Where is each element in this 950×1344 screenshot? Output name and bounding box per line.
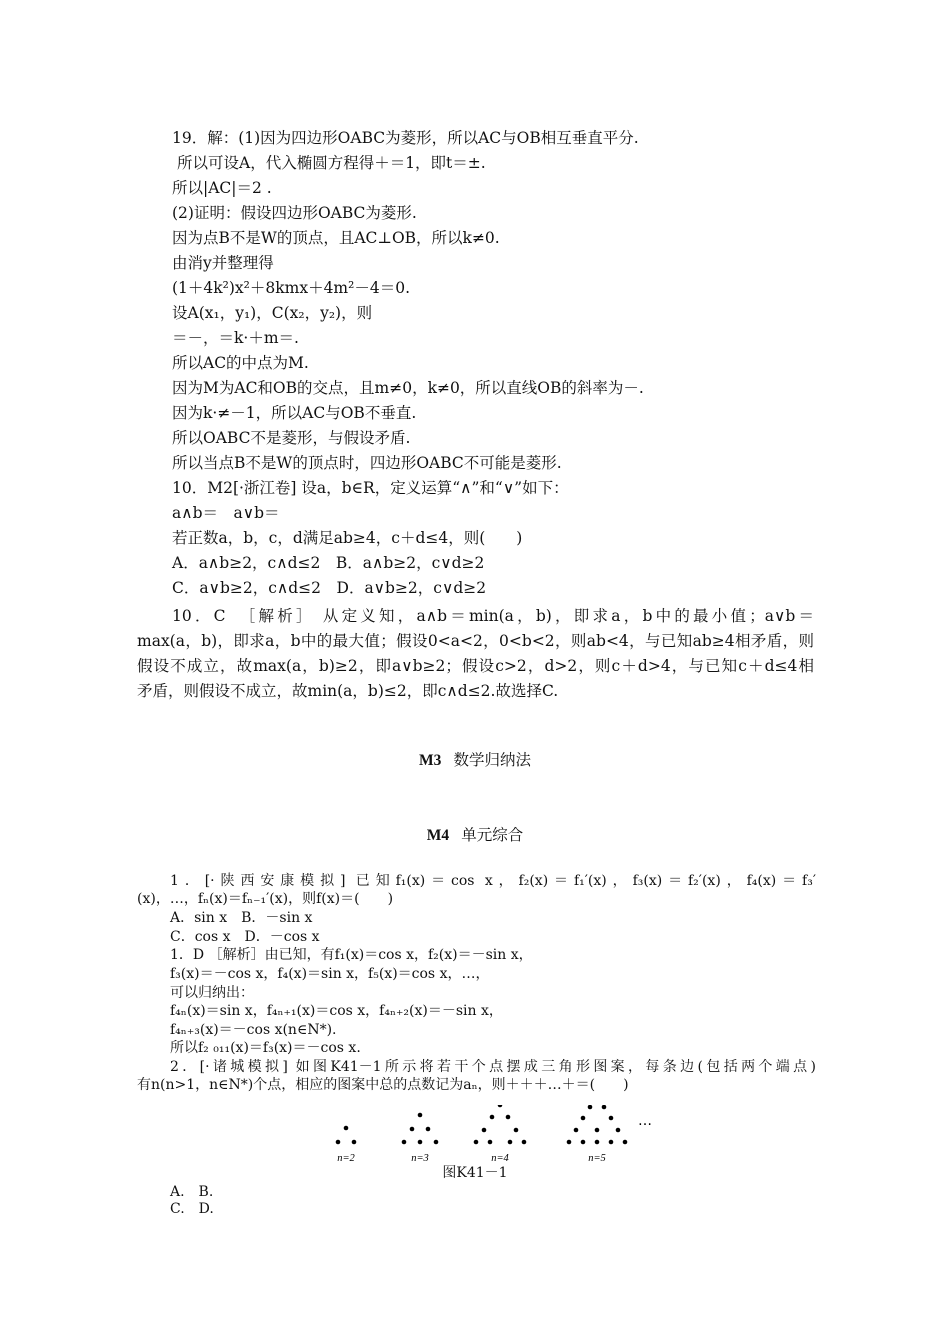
text-line: 所以OABC不是菱形，与假设矛盾. <box>172 429 411 447</box>
triangle-n2 <box>336 1126 357 1145</box>
option-line: C. D. <box>170 1201 214 1217</box>
figure-label: n=3 <box>411 1153 429 1164</box>
text-line: 因为点B不是W的顶点，且AC⊥OB，所以k≠0. <box>172 229 500 247</box>
figure-label: n=5 <box>588 1153 606 1164</box>
question-10: 10．M2[·浙江卷] 设a，b∈R，定义运算“∧”和“∨”如下： <box>172 479 569 497</box>
text-line: 有n(n>1，n∈N*)个点，相应的图案中总的点数记为aₙ，则＋＋＋…＋＝( ) <box>137 1077 629 1093</box>
text-line: ＝－，＝k·＋m＝. <box>172 329 299 347</box>
text-line: a∧b＝ a∨b＝ <box>172 504 280 522</box>
triangle-dot-figure <box>320 1105 660 1165</box>
option-line: A. B. <box>170 1184 214 1200</box>
text-line: 所以可设A，代入椭圆方程得＋＝1，即t＝±. <box>177 154 486 172</box>
answer-10-line: 假设不成立，故max(a，b)≥2，即a∨b≥2；假设c>2，d>2，则c＋d>4，与已知c＋d≤4相 <box>137 657 814 675</box>
figure-label: n=4 <box>491 1153 509 1164</box>
text-line: 因为M为AC和OB的交点，且m≠0，k≠0，所以直线OB的斜率为－. <box>172 379 644 397</box>
text-line: (x)，…，fₙ(x)＝fₙ₋₁′(x)，则f(x)＝( ) <box>137 891 394 907</box>
text-line: 所以f₂ ₀₁₁(x)＝f₃(x)＝－cos x. <box>170 1040 361 1056</box>
question-2: 2．[·诸城模拟] 如图K41－1所示将若干个点摆成三角形图案，每条边(包括两个端点) <box>170 1059 816 1075</box>
text-line: 所以|AC|＝2 . <box>172 179 272 197</box>
text-line: 所以AC的中点为M. <box>172 354 309 372</box>
option-line: A．a∧b≥2，c∧d≤2 B．a∧b≥2，c∨d≥2 <box>172 554 485 572</box>
answer-10-line: max(a，b)，即求a，b中的最大值；假设0<a<2，0<b<2，则ab<4，与已知ab≥4相矛盾，则 <box>137 632 814 650</box>
section-heading-m4: M4 单元综合 <box>426 826 524 844</box>
option-line: A．sin x B．－sin x <box>170 910 313 926</box>
option-line: C．cos x D．－cos x <box>170 929 320 945</box>
figure-ellipsis: … <box>638 1113 652 1129</box>
answer-10-line: 10．C ［解析］ 从定义知，a∧b＝min(a，b)，即求a，b中的最小值；a∨b＝ <box>172 607 814 625</box>
text-line: 19．解：(1)因为四边形OABC为菱形，所以AC与OB相互垂直平分. <box>172 129 639 147</box>
text-line: 若正数a，b，c，d满足ab≥4，c＋d≤4，则( ) <box>172 529 523 547</box>
text-line: 由消y并整理得 <box>172 254 274 272</box>
text-line: 设A(x₁，y₁)，C(x₂，y₂)，则 <box>172 304 373 322</box>
text-line: (1＋4k²)x²＋8kmx＋4m²－4＝0. <box>172 279 410 297</box>
text-line: (2)证明：假设四边形OABC为菱形. <box>172 204 417 222</box>
question-1: 1．[·陕西安康模拟] 已知f₁(x)＝cos x，f₂(x)＝f₁′(x)，f₃(x)＝f₂′(x)，f₄(x)＝f₃′ <box>170 873 816 889</box>
section-heading-m3: M3 数学归纳法 <box>419 751 531 769</box>
text-line: f₄ₙ(x)＝sin x，f₄ₙ₊₁(x)＝cos x，f₄ₙ₊₂(x)＝－sin x， <box>170 1003 503 1019</box>
triangle-n3 <box>402 1113 439 1145</box>
triangle-n5 <box>567 1105 628 1144</box>
text-line: f₄ₙ₊₃(x)＝－cos x(n∈N*). <box>170 1022 337 1038</box>
figure-label: n=2 <box>337 1153 355 1164</box>
triangle-n4 <box>474 1105 527 1144</box>
figure-caption: 图K41－1 <box>442 1165 508 1181</box>
text-line: 因为k·≠－1，所以AC与OB不垂直. <box>172 404 417 422</box>
text-line: 所以当点B不是W的顶点时，四边形OABC不可能是菱形. <box>172 454 562 472</box>
answer-1: 1．D ［解析］由已知，有f₁(x)＝cos x，f₂(x)＝－sin x， <box>170 947 533 963</box>
answer-10-line: 矛盾，则假设不成立，故min(a，b)≤2，即c∧d≤2.故选择C. <box>137 682 559 700</box>
option-line: C．a∨b≥2，c∧d≤2 D．a∨b≥2，c∨d≥2 <box>172 579 487 597</box>
text-line: f₃(x)＝－cos x，f₄(x)＝sin x，f₅(x)＝cos x，…， <box>170 966 490 982</box>
text-line: 可以归纳出： <box>170 985 254 1001</box>
